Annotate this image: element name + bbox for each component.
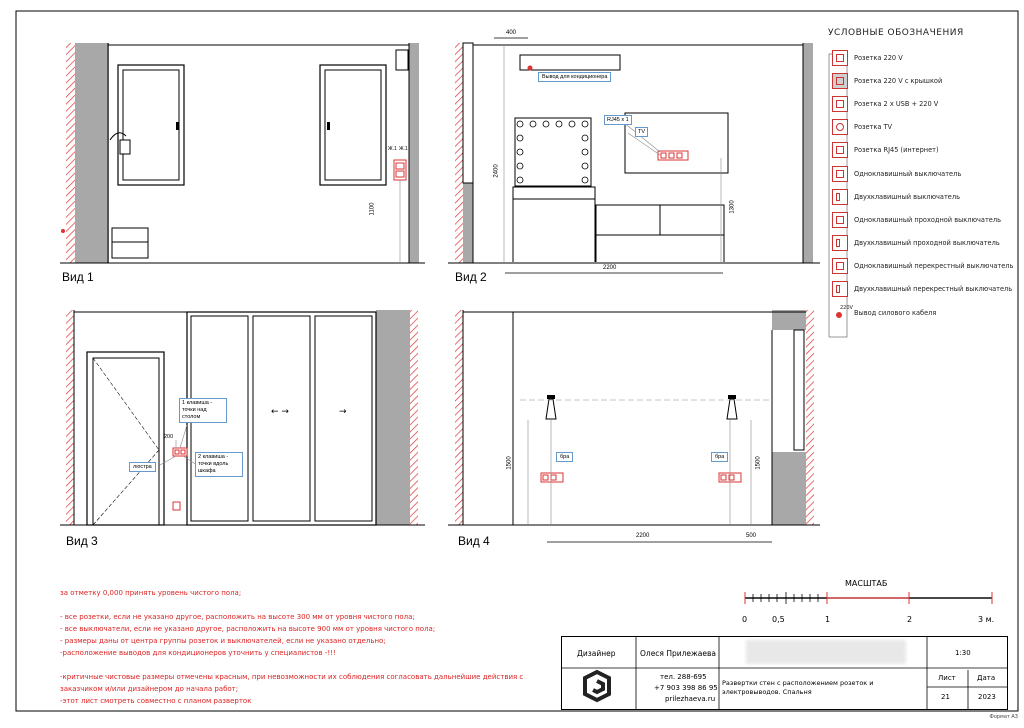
v4-dim-1500-right: 1500	[755, 456, 762, 470]
v1-dim-height: 1100	[369, 202, 376, 216]
v2-dim-2200: 2200	[603, 265, 617, 271]
v2-dim-top: 400	[506, 30, 517, 36]
switch-single-cross-icon	[832, 258, 848, 274]
legend-item: Розетка 2 x USB + 220 V	[828, 92, 1018, 115]
scale-label-0: 0	[742, 615, 748, 624]
v3-dim-200: 200	[164, 434, 174, 440]
view-3	[60, 310, 425, 525]
v4-dim-1500-left: 1500	[506, 456, 513, 470]
note-line: - все розетки, если не указано другое, расположить на высоте 300 мм от уровня чистого пола;	[60, 613, 415, 621]
legend-item: Розетка RJ45 (интернет)	[828, 139, 1018, 162]
scale-value: 1:30	[955, 649, 971, 657]
switch-double-cross-icon	[832, 281, 848, 297]
note-line: - размеры даны от центра группы розеток и выключателей, если не указано отдельно;	[60, 637, 386, 645]
phone-label: тел. 288-695	[660, 673, 707, 681]
svg-text:← →: ← →	[271, 407, 289, 417]
v4-dim-500: 500	[746, 533, 757, 539]
socket-usb-icon	[832, 96, 848, 112]
legend-item: Розетка 220 V	[828, 46, 1018, 69]
note-line	[60, 659, 560, 671]
website: prilezhaeva.ru	[665, 695, 716, 703]
view-1	[60, 43, 425, 263]
v2-dim-1300: 1300	[729, 200, 736, 214]
v3-note-key2: 2 клавиша - точки вдоль шкафа	[195, 452, 243, 477]
cable-tag: 220V	[840, 304, 853, 311]
legend	[828, 28, 1018, 324]
legend-item: Двухклавишный выключатель	[828, 185, 1018, 208]
scale-label-3: 3 м.	[978, 615, 995, 624]
date-label: Дата	[977, 674, 996, 682]
switch-double-icon	[832, 189, 848, 205]
v1-switch-tag-b: Ж.1	[399, 146, 408, 152]
note-line: - все выключатели, если не указано другое, расположить на высоте 900 мм от уровня чистого пола;	[60, 625, 436, 633]
drawing-title: Развертки стен с расположением розеток и электровыводов. Спальня	[722, 679, 874, 696]
v2-dim-2400: 2400	[493, 164, 500, 178]
v2-rj45-tag: RJ45 x 1	[604, 115, 632, 125]
scale-label-1: 1	[825, 615, 831, 624]
switch-single-pass-icon	[832, 212, 848, 228]
view-1-title: Вид 1	[62, 270, 94, 284]
v4-dim-2200: 2200	[636, 533, 650, 539]
note-line: -этот лист смотреть совместно с планом разверток	[60, 697, 252, 705]
socket-icon	[832, 50, 848, 66]
v2-tv-tag: TV	[635, 127, 648, 137]
legend-item: Двухклавишный перекрестный выключатель	[828, 278, 1018, 301]
v3-lustre-tag: люстра	[129, 462, 156, 472]
phone-number: +7 903 398 86 95	[654, 684, 718, 692]
scale-label-05: 0,5	[772, 615, 785, 624]
legend-item: Розетка TV	[828, 116, 1018, 139]
v3-note-key1: 1 клавиша - точки над столом	[179, 398, 227, 423]
legend-item: Розетка 220 V с крышкой	[828, 69, 1018, 92]
redacted-client-info	[746, 640, 906, 664]
power-cable-icon	[832, 304, 853, 321]
legend-item: 220V Вывод силового кабеля	[828, 301, 1018, 324]
view-2	[448, 38, 820, 273]
note-line	[60, 599, 560, 611]
legend-item: Одноклавишный выключатель	[828, 162, 1018, 185]
general-notes	[60, 587, 560, 707]
designer-name: Олеся Прилежаева	[640, 649, 716, 658]
sheet-number: 21	[941, 693, 950, 701]
note-line: заказчиком и/или дизайнером до начала работ;	[60, 685, 239, 693]
v4-tag-left: бра	[556, 452, 573, 462]
scale	[742, 577, 1002, 627]
socket-rj45-icon	[832, 142, 848, 158]
note-line: -расположение выводов для кондиционеров уточнить у специалистов -!!!	[60, 649, 336, 657]
socket-tv-icon	[832, 119, 848, 135]
view-2-title: Вид 2	[455, 270, 487, 284]
note-line: -критичные чистовые размеры отмечены красным, при невозможности их соблюдения согласовать дальнейшие действия с	[60, 673, 524, 681]
view-4	[448, 310, 820, 542]
svg-text:→: →	[339, 407, 347, 417]
socket-cover-icon	[832, 73, 848, 89]
format-label: Формат А3	[989, 714, 1018, 720]
sheet-label: Лист	[938, 674, 956, 682]
v2-ac-note: Вывод для кондиционера	[538, 72, 611, 82]
legend-item: Одноклавишный проходной выключатель	[828, 208, 1018, 231]
v1-switch-tag-a: Ж.1	[388, 146, 397, 152]
legend-item: Двухклавишный проходной выключатель	[828, 232, 1018, 255]
v4-tag-right: бра	[711, 452, 728, 462]
date-value: 2023	[978, 693, 996, 701]
legend-title: УСЛОВНЫЕ ОБОЗНАЧЕНИЯ	[828, 28, 964, 38]
view-3-title: Вид 3	[66, 534, 98, 548]
scale-label-2: 2	[907, 615, 913, 624]
switch-single-icon	[832, 166, 848, 182]
switch-double-pass-icon	[832, 235, 848, 251]
designer-label: Дизайнер	[577, 649, 616, 658]
legend-item: Одноклавишный перекрестный выключатель	[828, 255, 1018, 278]
scale-title: МАСШТАБ	[845, 579, 888, 588]
view-4-title: Вид 4	[458, 534, 490, 548]
note-line: за отметку 0,000 принять уровень чистого пола;	[60, 589, 242, 597]
